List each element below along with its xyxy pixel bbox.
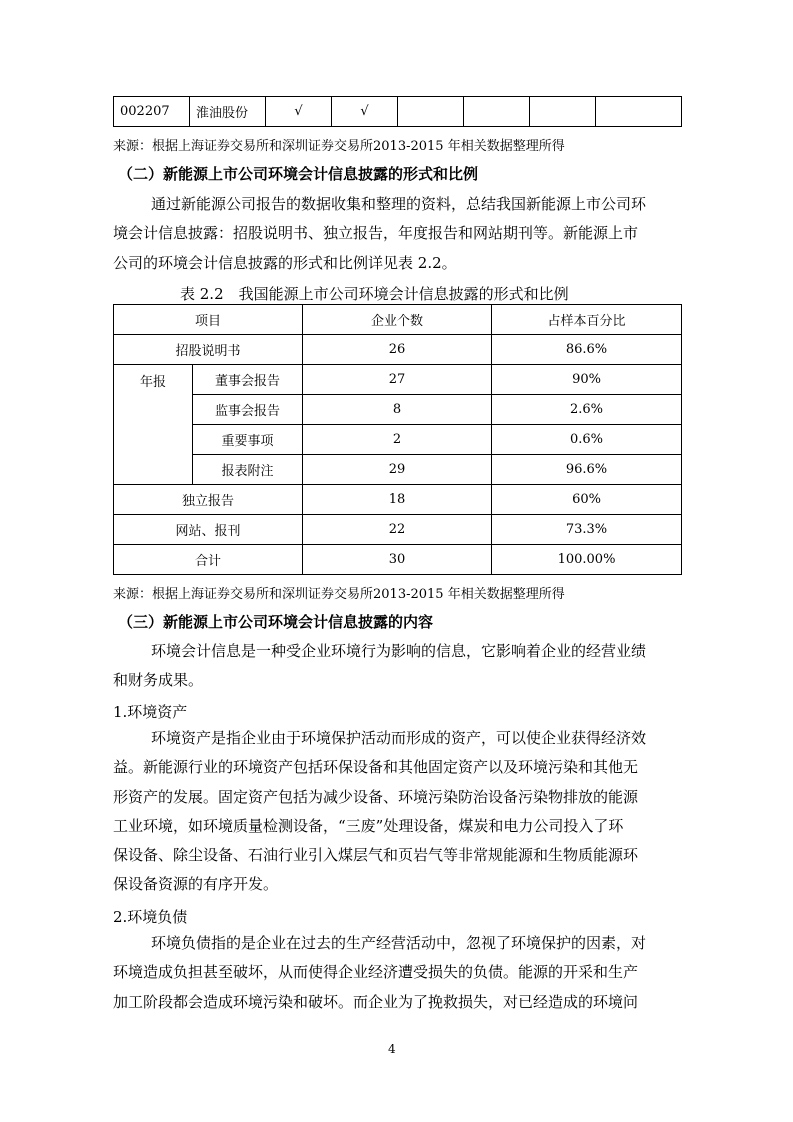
text-line: 保设备资源的有序开发。 xyxy=(113,875,279,894)
item-cell: 报表附注 xyxy=(193,455,303,485)
stock-code-cell: 002207 xyxy=(114,97,190,127)
table-cell xyxy=(398,97,464,127)
text-line: 环境资产是指企业由于环境保护活动而形成的资产，可以使企业获得经济效 xyxy=(151,729,647,747)
text-line: 环境负债指的是企业在过去的生产经营活动中，忽视了环境保护的因素，对 xyxy=(151,934,647,952)
percent-cell: 60% xyxy=(492,485,682,515)
check-cell: √ xyxy=(266,97,332,127)
item-cell: 董事会报告 xyxy=(193,365,303,395)
text-line: 通过新能源公司报告的数据收集和整理的资料，总结我国新能源上市公司环 xyxy=(151,195,647,213)
table-caption: 表 2.2 我国能源上市公司环境会计信息披露的形式和比例 xyxy=(180,285,569,303)
percent-cell: 73.3% xyxy=(492,515,682,545)
text-line: 工业环境，如环境质量检测设备，“三废”处理设备，煤炭和电力公司投入了环 xyxy=(113,816,624,835)
count-cell: 27 xyxy=(303,365,492,395)
section-heading: （三）新能源上市公司环境会计信息披露的内容 xyxy=(118,613,434,631)
table-row xyxy=(114,335,682,365)
disclosure-table-continued xyxy=(113,96,682,127)
check-cell: √ xyxy=(332,97,398,127)
item-cell: 监事会报告 xyxy=(193,395,303,425)
text-line: 加工阶段都会造成环境污染和破坏。而企业为了挽救损失，对已经造成的环境问 xyxy=(113,992,639,1011)
company-name-cell: 淮油股份 xyxy=(190,97,266,127)
count-cell: 22 xyxy=(303,515,492,545)
item-cell: 重要事项 xyxy=(193,425,303,455)
column-header: 占样本百分比 xyxy=(492,305,682,335)
subheading: 1.环境资产 xyxy=(113,703,188,721)
text-line: 环境会计信息是一种受企业环境行为影响的信息，它影响着企业的经营业绩 xyxy=(151,642,647,660)
text-line: 和财务成果。 xyxy=(113,671,204,690)
text-line: 境会计信息披露：招股说明书、独立报告，年度报告和网站期刊等。新能源上市 xyxy=(113,224,639,243)
table-row xyxy=(114,485,682,515)
paragraph xyxy=(113,724,681,900)
source-note: 来源：根据上海证券交易所和深圳证券交易所2013-2015 年相关数据整理所得 xyxy=(113,587,565,602)
disclosure-form-table xyxy=(113,304,682,575)
percent-cell: 0.6% xyxy=(492,425,682,455)
table-row xyxy=(114,395,682,425)
text-line: 形资产的发展。固定资产包括为减少设备、环境污染防治设备污染物排放的能源 xyxy=(113,787,639,806)
percent-cell: 100.00% xyxy=(492,545,682,575)
text-line: 环境造成负担甚至破坏，从而使得企业经济遭受损失的负债。能源的开采和生产 xyxy=(113,963,639,982)
paragraph xyxy=(113,929,681,1017)
table-cell xyxy=(530,97,596,127)
group-cell: 年报 xyxy=(114,365,193,485)
text-line: 保设备、除尘设备、石油行业引入煤层气和页岩气等非常规能源和生物质能源环 xyxy=(113,846,639,865)
paragraph xyxy=(113,190,681,278)
table-cell xyxy=(596,97,682,127)
percent-cell: 96.6% xyxy=(492,455,682,485)
item-cell: 合计 xyxy=(114,545,303,575)
table-row xyxy=(114,97,682,127)
source-note: 来源：根据上海证券交易所和深圳证券交易所2013-2015 年相关数据整理所得 xyxy=(113,139,565,154)
count-cell: 29 xyxy=(303,455,492,485)
column-header: 企业个数 xyxy=(303,305,492,335)
paragraph xyxy=(113,637,681,696)
table-row xyxy=(114,455,682,485)
count-cell: 26 xyxy=(303,335,492,365)
table-header-row xyxy=(114,305,682,335)
item-cell: 招股说明书 xyxy=(114,335,303,365)
percent-cell: 2.6% xyxy=(492,395,682,425)
count-cell: 30 xyxy=(303,545,492,575)
count-cell: 18 xyxy=(303,485,492,515)
table-row xyxy=(114,425,682,455)
section-heading: （二）新能源上市公司环境会计信息披露的形式和比例 xyxy=(118,165,479,183)
text-line: 公司的环境会计信息披露的形式和比例详见表 2.2。 xyxy=(113,253,457,272)
count-cell: 8 xyxy=(303,395,492,425)
item-cell: 网站、报刊 xyxy=(114,515,303,545)
text-line: 益。新能源行业的环境资产包括环保设备和其他固定资产以及环境污染和其他无 xyxy=(113,758,639,777)
percent-cell: 90% xyxy=(492,365,682,395)
table-row xyxy=(114,515,682,545)
table-cell xyxy=(464,97,530,127)
subheading: 2.环境负债 xyxy=(113,908,188,926)
column-header: 项目 xyxy=(114,305,303,335)
percent-cell: 86.6% xyxy=(492,335,682,365)
item-cell: 独立报告 xyxy=(114,485,303,515)
count-cell: 2 xyxy=(303,425,492,455)
table-total-row xyxy=(114,545,682,575)
table-row xyxy=(114,365,682,395)
page-number: 4 xyxy=(388,1042,396,1056)
